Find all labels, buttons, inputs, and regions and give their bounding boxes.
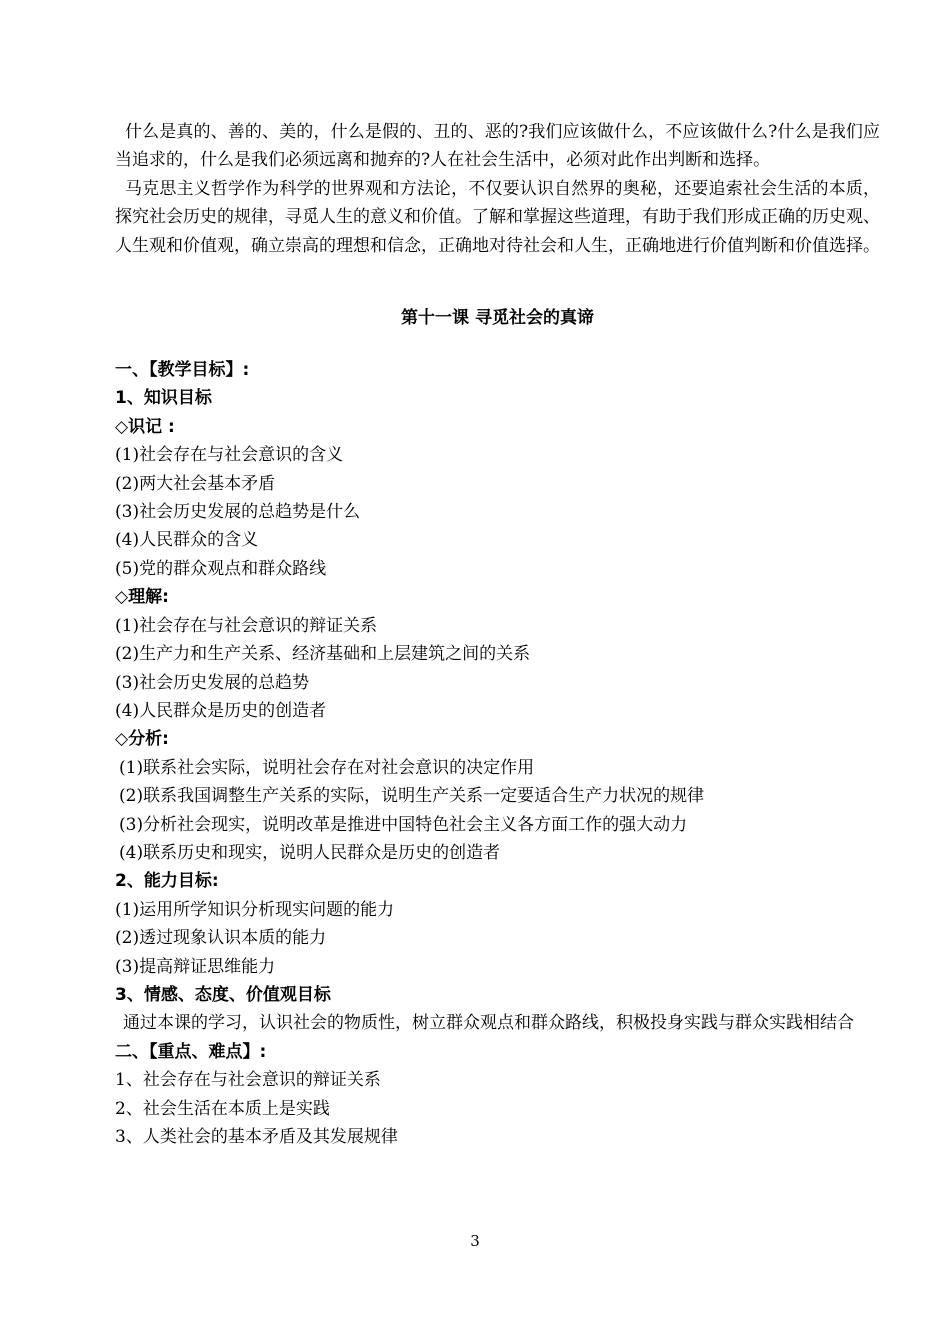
page-number: 3 bbox=[470, 1232, 480, 1250]
understand-heading: ◇理解: bbox=[115, 587, 169, 608]
analyze-heading: ◇分析: bbox=[115, 729, 169, 750]
knowledge-heading: 1、知识目标 bbox=[115, 388, 212, 409]
analyze-item: (2)联系我国调整生产关系的实际，说明生产关系一定要适合生产力状况的规律 bbox=[119, 786, 705, 807]
lesson-title: 第十一课 寻觅社会的真谛 bbox=[401, 308, 594, 329]
keypoint-item: 1、社会存在与社会意识的辩证关系 bbox=[115, 1070, 381, 1091]
recall-item: (1)社会存在与社会意识的含义 bbox=[115, 445, 344, 466]
recall-item: (4)人民群众的含义 bbox=[115, 530, 259, 551]
analyze-item: (3)分析社会现实，说明改革是推进中国特色社会主义各方面工作的强大动力 bbox=[119, 814, 688, 835]
recall-item: (3)社会历史发展的总趋势是什么 bbox=[115, 502, 361, 523]
emotion-text: 通过本课的学习，认识社会的物质性，树立群众观点和群众路线，积极投身实践与群众实践相结合 bbox=[123, 1013, 854, 1034]
emotion-heading: 3、情感、态度、价值观目标 bbox=[115, 984, 331, 1005]
section1-heading: 一、【教学目标】: bbox=[115, 360, 250, 381]
recall-item: (5)党的群众观点和群众路线 bbox=[115, 558, 327, 579]
intro-paragraph-1: 什么是真的、善的、美的，什么是假的、丑的、恶的?我们应该做什么，不应该做什么?什么是我们应当追求的，什么是我们必须远离和抛弃的?人在社会生活中，必须对此作出判断和选择。 bbox=[115, 122, 880, 171]
recall-item: (2)两大社会基本矛盾 bbox=[115, 473, 276, 494]
document-page bbox=[115, 118, 880, 1151]
understand-item: (3)社会历史发展的总趋势 bbox=[115, 672, 310, 693]
section2-heading: 二、【重点、难点】: bbox=[115, 1041, 267, 1062]
understand-item: (4)人民群众是历史的创造者 bbox=[115, 700, 327, 721]
keypoint-item: 3、人类社会的基本矛盾及其发展规律 bbox=[115, 1127, 398, 1147]
recall-heading: ◇识记 : bbox=[115, 416, 175, 437]
understand-item: (1)社会存在与社会意识的辩证关系 bbox=[115, 615, 378, 636]
analyze-item: (4)联系历史和现实，说明人民群众是历史的创造者 bbox=[119, 842, 501, 863]
analyze-item: (1)联系社会实际，说明社会存在对社会意识的决定作用 bbox=[119, 757, 535, 778]
ability-item: (2)透过现象认识本质的能力 bbox=[115, 928, 327, 949]
ability-item: (3)提高辩证思维能力 bbox=[115, 956, 276, 977]
keypoint-item: 2、社会生活在本质上是实践 bbox=[115, 1098, 330, 1119]
understand-item: (2)生产力和生产关系、经济基础和上层建筑之间的关系 bbox=[115, 644, 531, 665]
ability-item: (1)运用所学知识分析现实问题的能力 bbox=[115, 899, 395, 920]
ability-heading: 2、能力目标: bbox=[115, 871, 219, 892]
intro-paragraph-2: 马克思主义哲学作为科学的世界观和方法论，不仅要认识自然界的奥秘，还要追索社会生活的本质，探究社会历史的规律，寻觅人生的意义和价值。了解和掌握这些道理，有助于我们形成正确的历史观、人生观和价值观，确立崇高的理想和信念，正确地对待社会和人生，正确地进行价值判断和价值选择。 bbox=[115, 178, 880, 256]
